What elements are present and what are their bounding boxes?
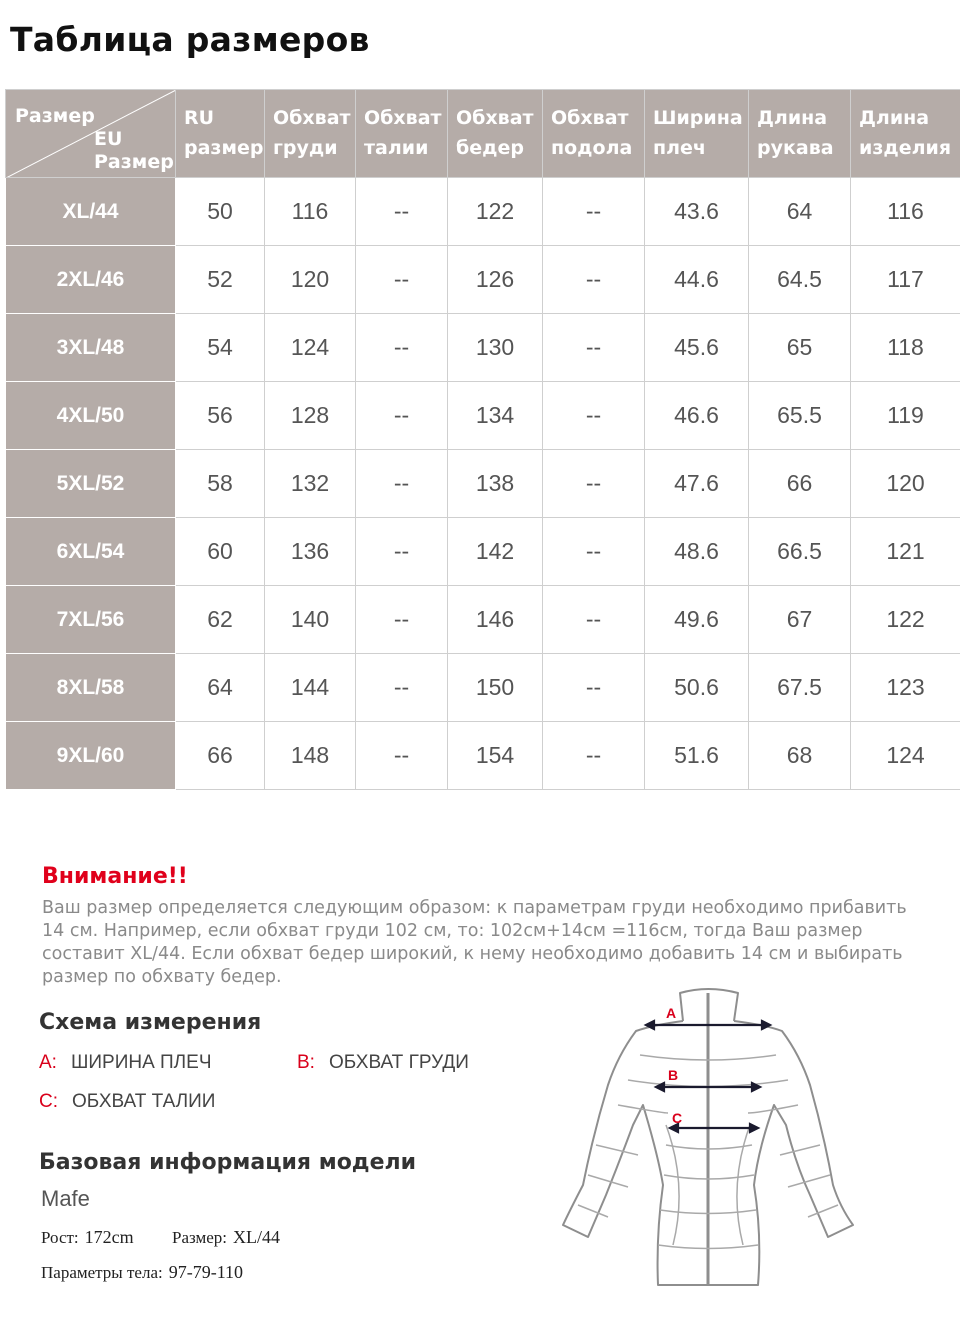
table-cell: -- [356,314,448,382]
diagram-mark-b: B [668,1067,679,1083]
size-label-cell: 4XL/50 [6,382,176,450]
table-row [6,654,960,722]
table-cell: 148 [265,722,356,790]
table-cell: 52 [176,246,265,314]
measurement-c: C: ОБХВАТ ТАЛИИ [39,1091,216,1112]
table-cell: -- [543,314,645,382]
measurement-b: B: ОБХВАТ ГРУДИ [297,1052,469,1073]
table-cell: 56 [176,382,265,450]
table-cell: 47.6 [645,450,749,518]
table-row [6,178,960,246]
table-cell: -- [356,654,448,722]
table-cell: -- [543,722,645,790]
table-corner-header [6,90,176,178]
size-label-cell: 8XL/58 [6,654,176,722]
table-cell: -- [356,450,448,518]
table-cell: 68 [749,722,851,790]
table-cell: 44.6 [645,246,749,314]
table-cell: 123 [851,654,960,722]
table-cell: -- [543,246,645,314]
table-row [6,246,960,314]
table-cell: 121 [851,518,960,586]
column-header: Обхват бедер [448,90,543,178]
table-cell: 136 [265,518,356,586]
table-cell: 124 [265,314,356,382]
table-cell: 119 [851,382,960,450]
model-name: Mafe [41,1186,90,1211]
table-cell: 124 [851,722,960,790]
table-cell: 64 [749,178,851,246]
size-table [5,89,960,790]
table-cell: 120 [851,450,960,518]
table-cell: 66 [749,450,851,518]
table-row [6,450,960,518]
corner-bottom-label: EU Размер [94,128,174,173]
table-cell: 142 [448,518,543,586]
table-cell: 116 [265,178,356,246]
table-cell: 66.5 [749,518,851,586]
column-header: Обхват груди [265,90,356,178]
size-label-cell: 5XL/52 [6,450,176,518]
table-cell: 132 [265,450,356,518]
column-header: Обхват подола [543,90,645,178]
table-cell: 64 [176,654,265,722]
table-cell: 46.6 [645,382,749,450]
table-cell: -- [543,654,645,722]
table-cell: 146 [448,586,543,654]
table-cell: -- [356,722,448,790]
table-cell: 138 [448,450,543,518]
table-cell: 58 [176,450,265,518]
table-cell: 65.5 [749,382,851,450]
table-cell: 134 [448,382,543,450]
table-cell: 130 [448,314,543,382]
model-size: Размер: XL/44 [172,1227,281,1247]
table-cell: 150 [448,654,543,722]
table-cell: 65 [749,314,851,382]
table-cell: -- [356,518,448,586]
column-header: Обхват талии [356,90,448,178]
column-header: Длина изделия [851,90,960,178]
model-height: Рост: 172cm [41,1227,134,1247]
table-cell: -- [356,178,448,246]
table-row [6,586,960,654]
size-label-cell: XL/44 [6,178,176,246]
corner-top-label: Размер [15,105,95,127]
table-cell: -- [543,518,645,586]
diagram-mark-a: A [666,1005,677,1021]
table-cell: 50 [176,178,265,246]
warning-text: Ваш размер определяется следующим образом: к параметрам груди необходимо прибавить 14 см. Например, если обхват груди 102 см, то: 102см+14см =116см, тогда Ваш размер составит XL/44. Если обхват бедер широкий, к нему необходимо добавить 14 см и выбирать размер по обхвату бедер. [42,898,907,987]
table-cell: 51.6 [645,722,749,790]
size-label-cell: 2XL/46 [6,246,176,314]
table-cell: -- [543,586,645,654]
column-header: Ширина плеч [645,90,749,178]
table-cell: 50.6 [645,654,749,722]
table-cell: 122 [851,586,960,654]
table-cell: 140 [265,586,356,654]
table-cell: -- [543,450,645,518]
table-cell: 144 [265,654,356,722]
warning-title: Внимание!! [42,864,188,889]
size-label-cell: 9XL/60 [6,722,176,790]
model-body-params: Параметры тела: 97-79-110 [41,1262,244,1282]
table-cell: -- [543,382,645,450]
table-cell: 67.5 [749,654,851,722]
table-cell: 43.6 [645,178,749,246]
model-info-title: Базовая информация модели [39,1150,417,1175]
table-cell: 67 [749,586,851,654]
table-cell: -- [356,246,448,314]
column-header: RU размер [176,90,265,178]
size-label-cell: 3XL/48 [6,314,176,382]
table-row [6,382,960,450]
diagram-mark-c: C [672,1110,683,1126]
table-header-row [6,90,960,178]
table-cell: 128 [265,382,356,450]
table-cell: 60 [176,518,265,586]
table-cell: 122 [448,178,543,246]
table-cell: 154 [448,722,543,790]
table-cell: 118 [851,314,960,382]
measurement-scheme-title: Схема измерения [39,1010,262,1035]
size-label-cell: 7XL/56 [6,586,176,654]
column-header: Длина рукава [749,90,851,178]
table-cell: 62 [176,586,265,654]
size-label-cell: 6XL/54 [6,518,176,586]
table-row [6,722,960,790]
table-cell: 120 [265,246,356,314]
table-cell: 117 [851,246,960,314]
table-cell: 49.6 [645,586,749,654]
table-cell: 54 [176,314,265,382]
table-cell: 126 [448,246,543,314]
table-cell: 66 [176,722,265,790]
page-title: Таблица размеров [10,20,370,59]
table-cell: -- [356,382,448,450]
table-cell: -- [543,178,645,246]
table-cell: 45.6 [645,314,749,382]
table-cell: 48.6 [645,518,749,586]
table-cell: 64.5 [749,246,851,314]
table-row [6,314,960,382]
measurement-a: A: ШИРИНА ПЛЕЧ [39,1052,212,1073]
table-cell: -- [356,586,448,654]
table-cell: 116 [851,178,960,246]
jacket-measurement-diagram [548,985,858,1305]
table-row [6,518,960,586]
